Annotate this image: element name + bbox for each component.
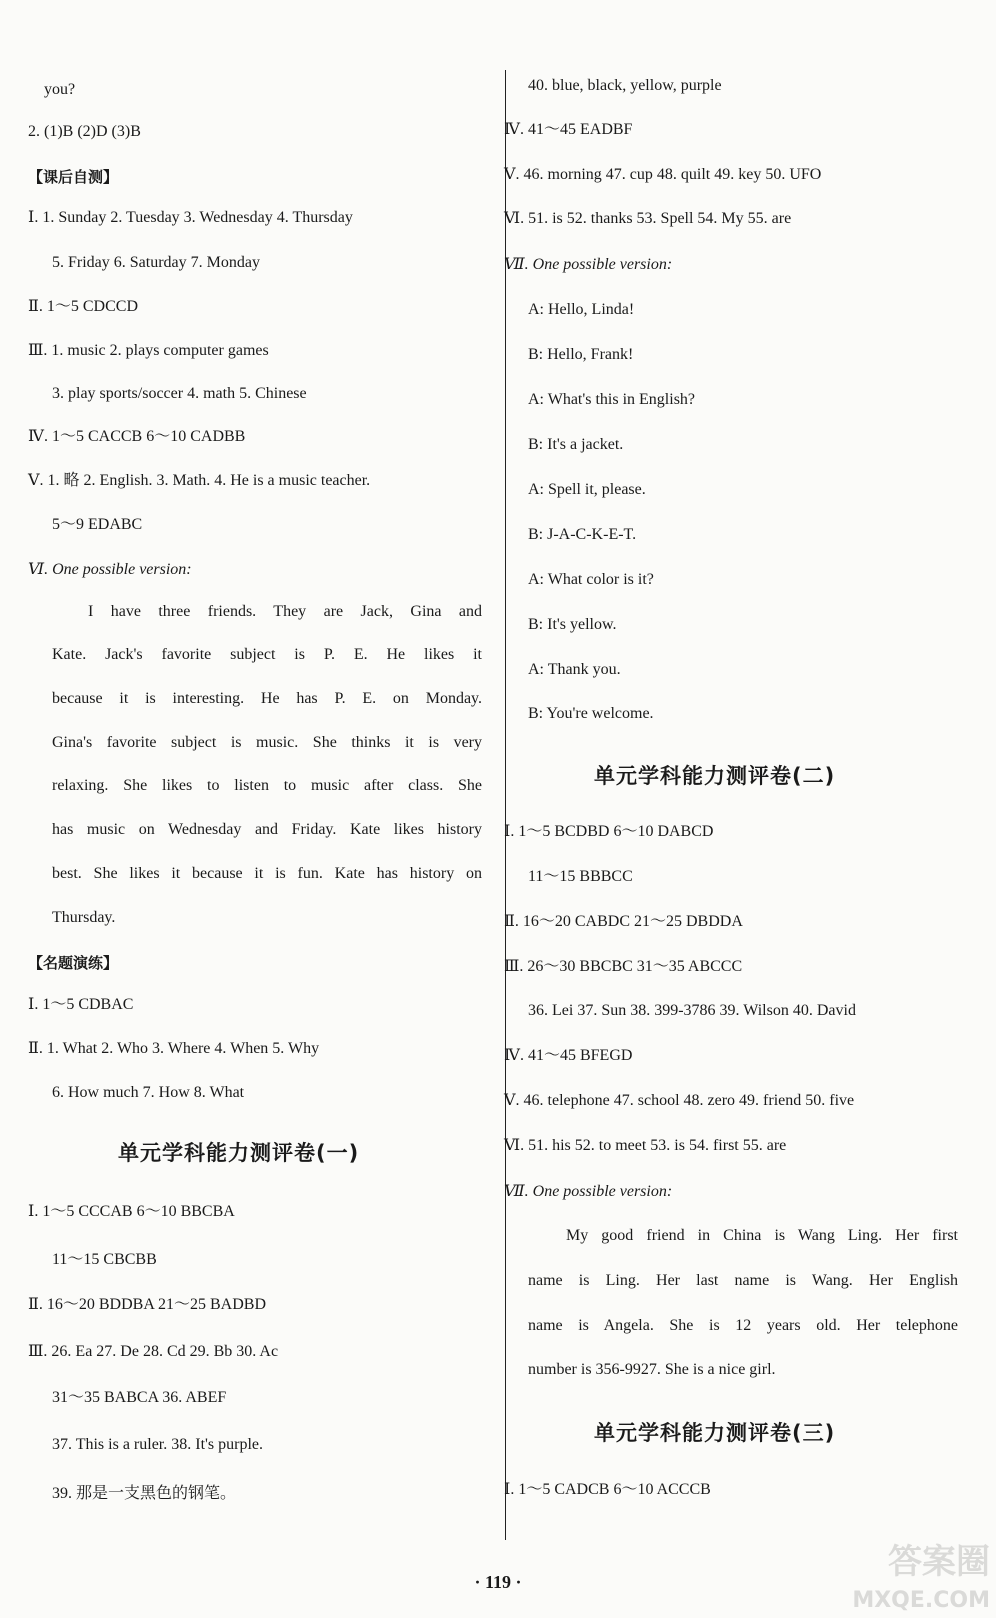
section-title-unit-test-3: 单元学科能力测评卷(三) <box>594 1421 836 1445</box>
page-number: · 119 · <box>474 1572 522 1592</box>
left-line: best. She likes it because it is fun. Kate has history on <box>52 865 482 882</box>
right-line: 11～15 BBBCC <box>528 868 633 885</box>
left-line: Thursday. <box>52 909 116 926</box>
right-line: B: You're welcome. <box>528 705 654 722</box>
left-line: 5. Friday 6. Saturday 7. Monday <box>52 254 260 271</box>
right-line: A: What color is it? <box>528 571 654 588</box>
left-line: Kate. Jack's favorite subject is P. E. He likes it <box>52 646 482 663</box>
left-line: Ⅰ. 1. Sunday 2. Tuesday 3. Wednesday 4. Thursday <box>28 209 353 226</box>
left-line: 5～9 EDABC <box>52 516 143 533</box>
right-line: Ⅰ. 1～5 BCDBD 6～10 DABCD <box>504 823 714 840</box>
right-line: Ⅰ. 1～5 CADCB 6～10 ACCCB <box>504 1481 711 1498</box>
right-line: Ⅶ. One possible version: <box>504 256 673 273</box>
right-line: Ⅴ. 46. telephone 47. school 48. zero 49. friend 50. five <box>504 1092 855 1109</box>
right-line: name is Ling. Her last name is Wang. Her English <box>528 1272 958 1289</box>
left-line: Ⅴ. 1. 略 2. English. 3. Math. 4. He is a music teacher. <box>28 472 371 489</box>
column-divider <box>505 70 506 1540</box>
right-line: B: Hello, Frank! <box>528 346 634 363</box>
right-line: A: Hello, Linda! <box>528 301 635 318</box>
left-line: 【名题演练】 <box>28 954 119 972</box>
left-line: 37. This is a ruler. 38. It's purple. <box>52 1436 264 1453</box>
left-line: Gina's favorite subject is music. She thinks it is very <box>52 734 482 751</box>
left-line: 2. (1)B (2)D (3)B <box>28 123 141 140</box>
left-line: Ⅰ. 1～5 CCCAB 6～10 BBCBA <box>28 1203 235 1220</box>
right-line: Ⅳ. 41～45 BFEGD <box>504 1047 633 1064</box>
left-line: 6. How much 7. How 8. What <box>52 1084 245 1101</box>
right-line: A: Thank you. <box>528 661 621 678</box>
left-line: because it is interesting. He has P. E. on Monday. <box>52 690 482 707</box>
section-title-unit-test-2: 单元学科能力测评卷(二) <box>594 764 836 788</box>
left-line: Ⅱ. 1～5 CDCCD <box>28 298 139 315</box>
right-line: B: J-A-C-K-E-T. <box>528 526 637 543</box>
left-line: 31～35 BABCA 36. ABEF <box>52 1389 227 1406</box>
right-line: Ⅴ. 46. morning 47. cup 48. quilt 49. key 50. UFO <box>504 166 822 183</box>
right-line: Ⅵ. 51. his 52. to meet 53. is 54. first 55. are <box>504 1137 787 1154</box>
right-line: 40. blue, black, yellow, purple <box>528 77 722 94</box>
left-line: Ⅵ. One possible version: <box>28 561 192 578</box>
left-line: Ⅱ. 16～20 BDDBA 21～25 BADBD <box>28 1296 267 1313</box>
left-line: 11～15 CBCBB <box>52 1251 157 1268</box>
left-line: Ⅲ. 26. Ea 27. De 28. Cd 29. Bb 30. Ac <box>28 1343 279 1360</box>
right-line: Ⅳ. 41～45 EADBF <box>504 121 633 138</box>
left-line: has music on Wednesday and Friday. Kate likes history <box>52 821 482 838</box>
right-line: B: It's a jacket. <box>528 436 624 453</box>
watermark-logo: 答案圈 MXQE.COM <box>852 1542 990 1613</box>
right-line: name is Angela. She is 12 years old. Her telephone <box>528 1317 958 1334</box>
left-line: Ⅳ. 1～5 CACCB 6～10 CADBB <box>28 428 246 445</box>
right-line: My good friend in China is Wang Ling. Her first <box>566 1227 958 1244</box>
right-line: A: What's this in English? <box>528 391 696 408</box>
left-line: I have three friends. They are Jack, Gina and <box>88 603 482 620</box>
left-line: Ⅲ. 1. music 2. plays computer games <box>28 342 269 359</box>
left-line: Ⅰ. 1～5 CDBAC <box>28 996 134 1013</box>
left-line: relaxing. She likes to listen to music after class. She <box>52 777 482 794</box>
right-line: Ⅱ. 16～20 CABDC 21～25 DBDDA <box>504 913 743 930</box>
section-title-unit-test-1: 单元学科能力测评卷(一) <box>118 1141 360 1165</box>
right-line: Ⅲ. 26～30 BBCBC 31～35 ABCCC <box>504 958 743 975</box>
right-line: number is 356-9927. She is a nice girl. <box>528 1361 776 1378</box>
left-line: Ⅱ. 1. What 2. Who 3. Where 4. When 5. Why <box>28 1040 320 1057</box>
right-line: Ⅵ. 51. is 52. thanks 53. Spell 54. My 55. are <box>504 210 792 227</box>
right-line: 36. Lei 37. Sun 38. 399-3786 39. Wilson 40. David <box>528 1002 856 1019</box>
right-line: Ⅶ. One possible version: <box>504 1183 673 1200</box>
left-line: 39. 那是一支黑色的钢笔。 <box>52 1485 237 1502</box>
left-line: 【课后自测】 <box>28 168 119 186</box>
right-line: A: Spell it, please. <box>528 481 646 498</box>
right-line: B: It's yellow. <box>528 616 617 633</box>
left-line: 3. play sports/soccer 4. math 5. Chinese <box>52 385 307 402</box>
left-line: you? <box>44 81 76 98</box>
